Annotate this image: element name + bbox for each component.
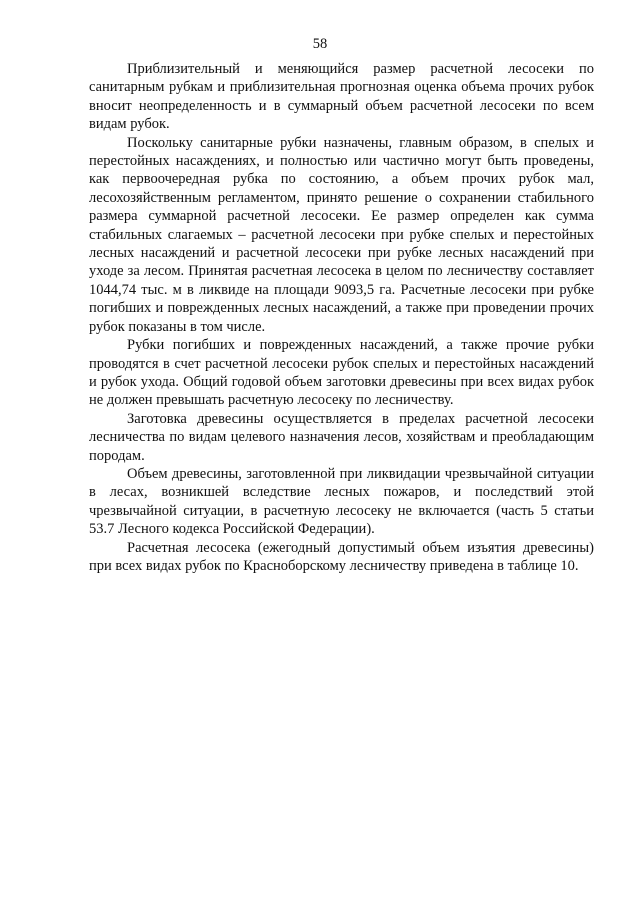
- paragraph-5: Объем древесины, заготовленной при ликвидации чрезвычайной ситуации в лесах, возникшей вследствие лесных пожаров, и последствий этой чрезвычайной ситуации, в расчетную лесосеку не включается (часть 5 статьи 53.7 Лесного кодекса Российской Федерации).: [89, 465, 594, 538]
- paragraph-3: Рубки погибших и поврежденных насаждений, а также прочие рубки проводятся в счет расчетной лесосеки рубок спелых и перестойных насаждений и рубок ухода. Общий годовой объем заготовки древесины при всех видах рубок не должен превышать расчетную лесосеку по лесничеству.: [89, 337, 594, 409]
- page-number: 58: [312, 36, 328, 52]
- paragraph-4: Заготовка древесины осуществляется в пределах расчетной лесосеки лесничества по видам целевого назначения лесов, хозяйствам и преобладающим породам.: [89, 410, 594, 464]
- document-body: [89, 60, 594, 575]
- paragraph-2: Поскольку санитарные рубки назначены, главным образом, в спелых и перестойных насаждениях, и полностью или частично могут быть проведены, как первоочередная рубка по состоянию, а объем прочих рубок мал, лесохозяйственным регламентом, принято решение о сохранении стабильного размера суммарной расчетной лесосеки. Ее размер определен как сумма стабильных слагаемых – расчетной лесосеки при рубке спелых и перестойных лесных насаждений и расчетной лесосеки при рубке лесных насаждений при уходе за лесом. Принятая расчетная лесосека в целом по лесничеству составляет 1044,74 тыс. м в ликвиде на площади 9093,5 га. Расчетные лесосеки при рубке погибших и поврежденных лесных насаждений, а также при проведении прочих рубок показаны в том числе.: [89, 134, 594, 335]
- paragraph-6: Расчетная лесосека (ежегодный допустимый объем изъятия древесины) при всех видах рубок по Красноборскому лесничеству приведена в таблице 10.: [89, 539, 594, 574]
- paragraph-1: Приблизительный и меняющийся размер расчетной лесосеки по санитарным рубкам и приблизительная прогнозная оценка объема прочих рубок вносит неопределенность и в суммарный объем расчетной лесосеки по всем видам рубок.: [89, 61, 594, 133]
